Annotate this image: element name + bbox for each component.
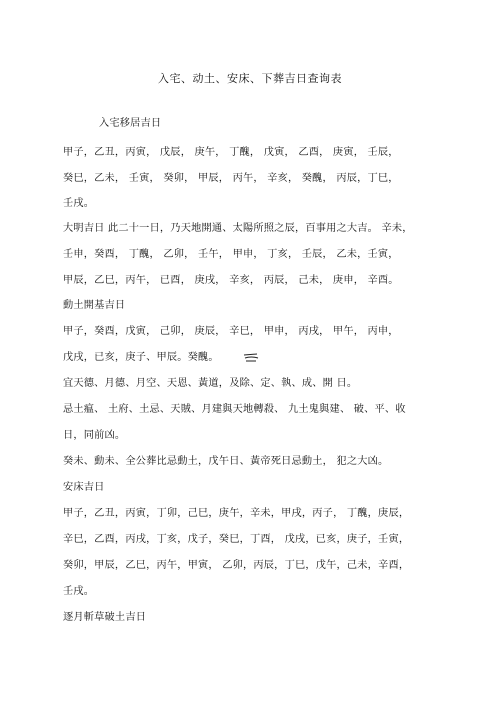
text-line: 甲辰，乙巳，丙午， 已酉， 庚戌， 辛亥， 丙辰， 己未， 庚申， 辛酉。	[63, 275, 399, 286]
section-heading-groundbreaking: 動土開基吉日	[63, 300, 126, 311]
text-line: 忌土瘟、 土府、土忌、天賊、月建與天地轉殺、 九土鬼與建、 破、平、收	[63, 404, 406, 415]
section-heading-move-in: 入宅移居吉日	[99, 118, 162, 129]
text-line: 癸卯，甲辰，乙巳，丙午，甲寅， 乙卯，丙辰，丁巳，戊午，己未，辛酉，	[63, 560, 410, 571]
text-line: 壬戌。	[63, 586, 95, 597]
text-line: 宜天德、月德、月空、天恩、黃道，及除、定、執、成、開 日。	[63, 378, 358, 389]
text-line: 壬戌。	[63, 198, 95, 209]
text-line: 辛巳，乙酉，丙戌，丁亥，戊子，癸巳，丁酉， 戊戌，已亥，庚子，壬寅，	[63, 534, 410, 545]
text-line: 日，同前凶。	[63, 430, 126, 441]
text-line: 大明吉日 此二十一日，乃天地開通、太陽所照之辰，百事用之大吉。 辛未，	[63, 223, 413, 234]
section-heading-burial: 逐月斬草破土吉日	[63, 612, 147, 623]
text-line: 甲子，乙丑，丙寅，丁卯，己巳，庚午，辛未，甲戌，丙子， 丁醜，庚辰，	[63, 508, 410, 519]
text-line: 癸未、動未、全公葬比忌動土，戊午日、黃帝死日忌動土， 犯之大凶。	[63, 456, 389, 467]
text-line: 癸巳，乙未， 壬寅， 癸卯， 甲辰， 丙午， 辛亥， 癸醜， 丙辰，丁巳，	[63, 173, 399, 184]
text-line: 甲子，癸酉，戊寅， 己卯， 庚辰， 辛巳， 甲申， 丙戌， 甲午， 丙申，	[63, 326, 399, 337]
section-heading-bed: 安床吉日	[63, 482, 105, 493]
text-line: 戊戌，已亥，庚子、甲辰。癸醜。	[63, 352, 219, 363]
page-title: 入宅、动土、安床、下葬吉日查询表	[158, 72, 342, 85]
text-line: 甲子，乙丑，丙寅， 戊辰， 庚午， 丁醜， 戊寅， 乙酉， 庚寅， 壬辰，	[63, 147, 399, 158]
handwritten-mark	[243, 352, 259, 364]
text-line: 壬申，癸酉， 丁醜， 乙卯， 壬午， 甲申， 丁亥， 壬辰， 乙未，壬寅，	[63, 249, 399, 260]
